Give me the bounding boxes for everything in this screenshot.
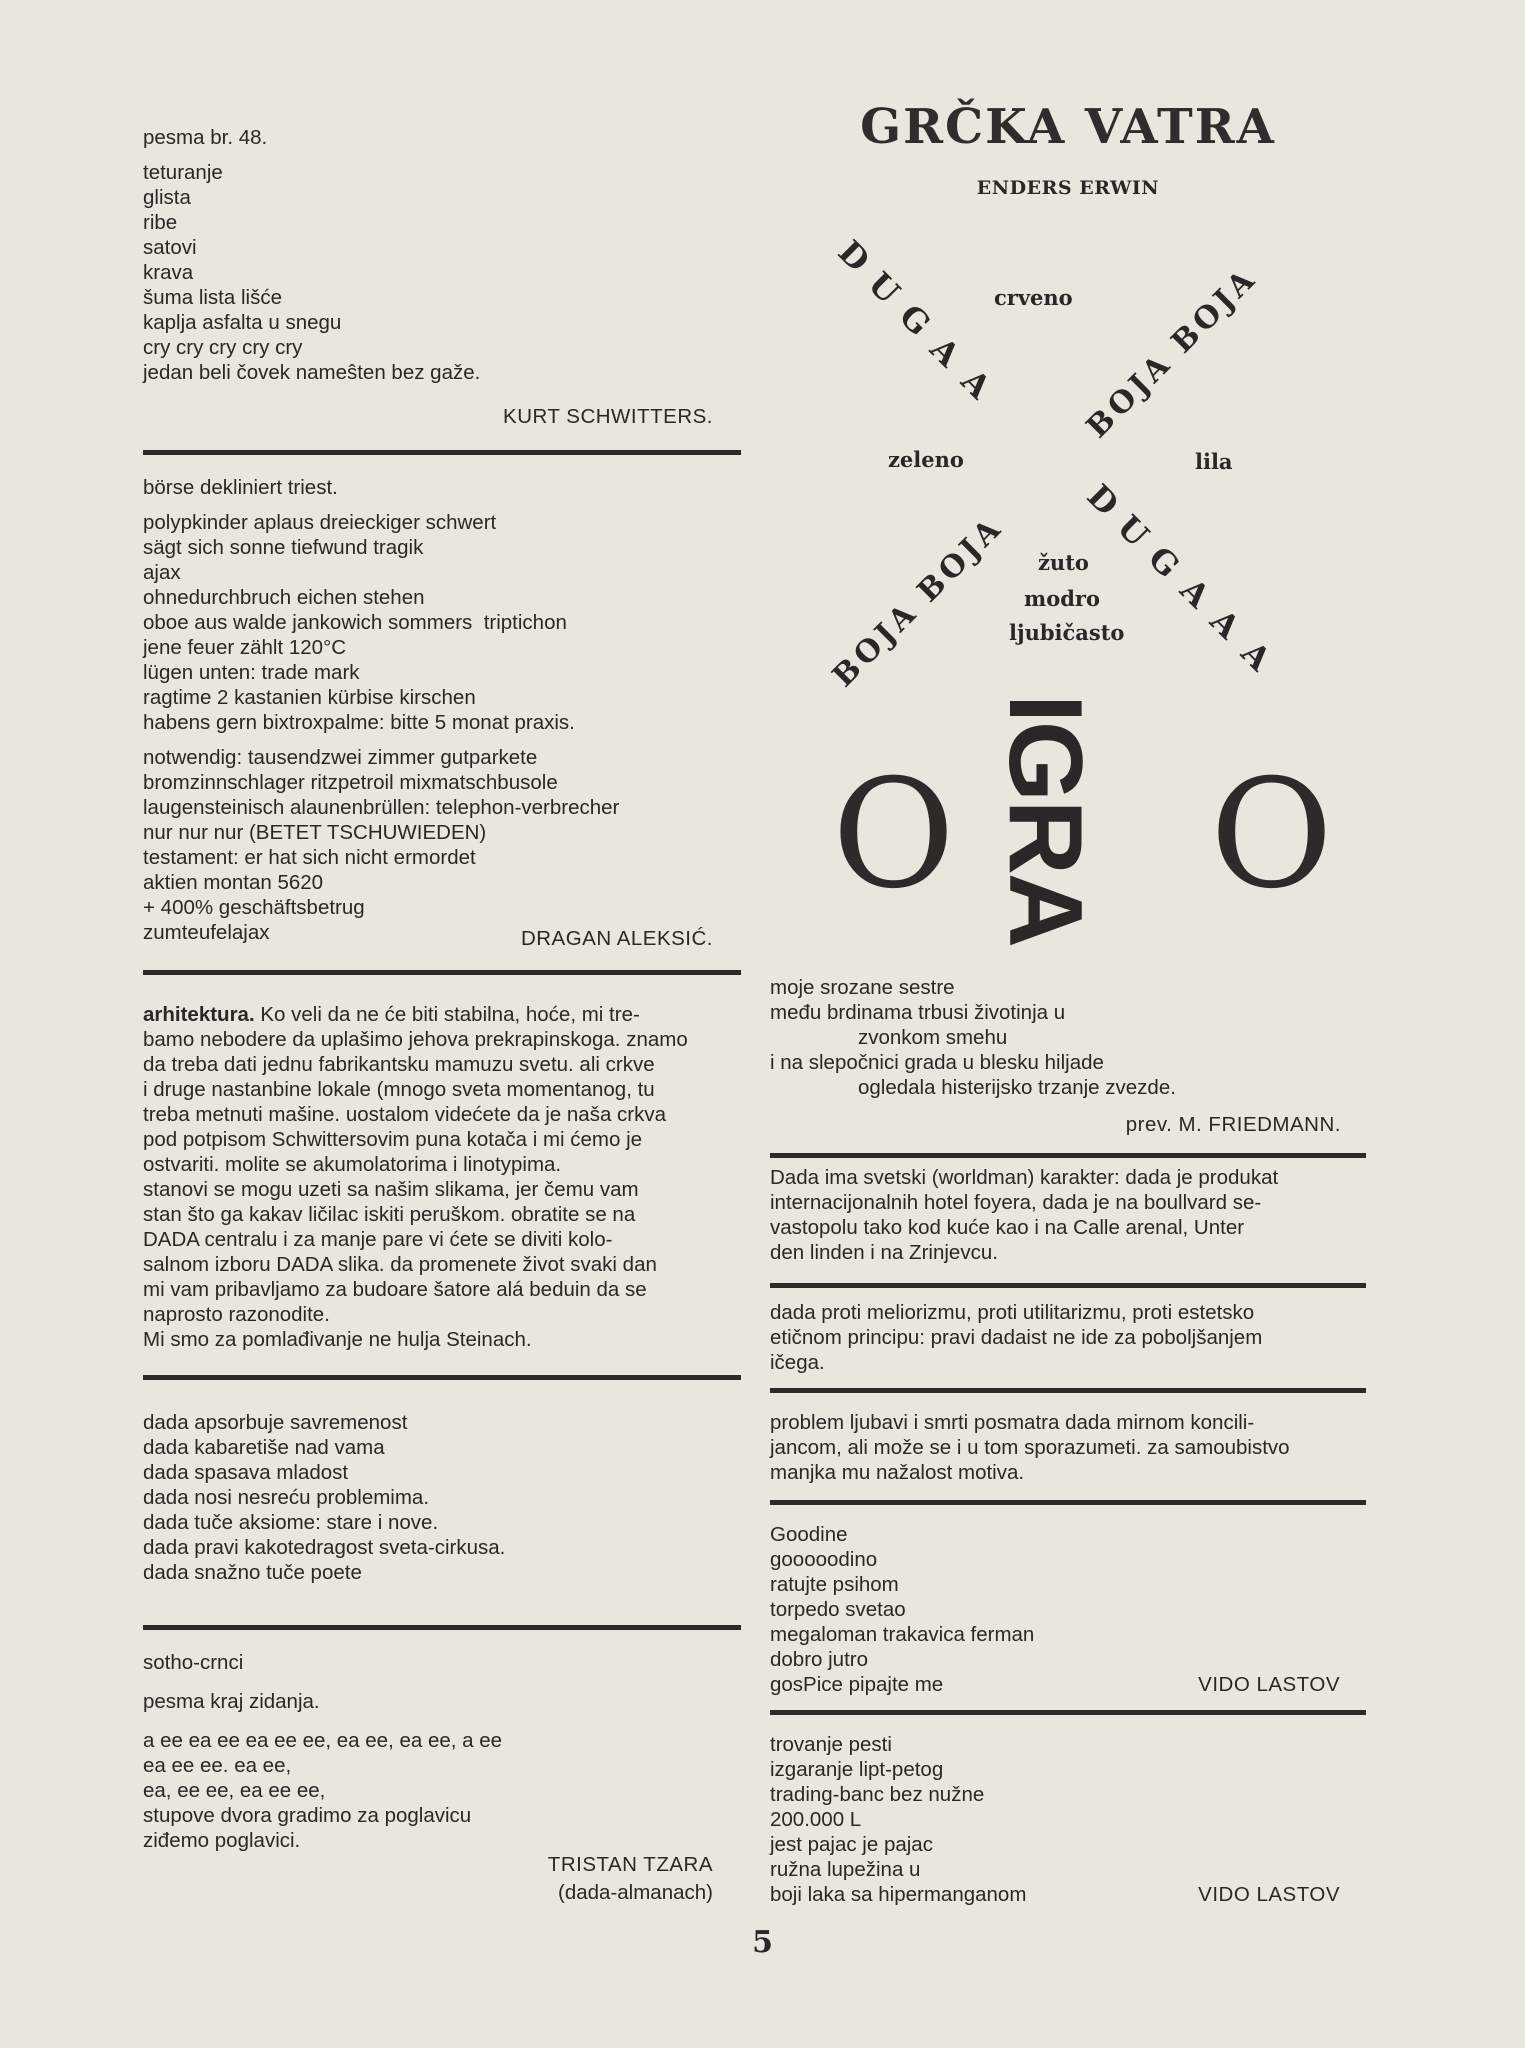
list-item: dada apsorbuje savremenost: [143, 1411, 408, 1434]
poem-48-heading: pesma br. 48.: [143, 126, 268, 149]
boja-text: BOJA BOJA: [1079, 260, 1265, 446]
poem-line: oboe aus walde jankowich sommers triptichon: [143, 611, 567, 634]
poem-line: jest pajac je pajac: [770, 1833, 933, 1856]
arhitektura-lead: arhitektura.: [143, 1003, 255, 1026]
poem-line: habens gern bixtroxpalme: bitte 5 monat praxis.: [143, 711, 575, 734]
poem-line: ratujte psihom: [770, 1573, 899, 1596]
figure-letter: U: [1109, 507, 1157, 555]
poem-line: ea ee ee. ea ee,: [143, 1754, 292, 1777]
figure-letter: D: [830, 232, 878, 280]
poem-line: kaplja asfalta u snegu: [143, 311, 342, 334]
poem-line: ziđemo poglavici.: [143, 1829, 301, 1852]
author-vido-lastov: VIDO LASTOV: [1198, 1883, 1340, 1906]
text-line: treba metnuti mašine. uostalom videćete da je naša crkva: [143, 1103, 667, 1126]
text-line: stan što ga kakav ličilac iskiti peruškom. obratite se na: [143, 1203, 636, 1226]
borse-poem: [143, 475, 741, 945]
sotho-subheading: pesma kraj zidanja.: [143, 1690, 320, 1713]
list-item: dada pravi kakotedragost sveta-cirkusa.: [143, 1536, 506, 1559]
text-line: bamo nebodere da uplašimo jehova prekrapinskoga. znamo: [143, 1028, 688, 1051]
source-dada-almanach: (dada-almanach): [558, 1881, 713, 1904]
list-item: dada snažno tuče poete: [143, 1561, 362, 1584]
text-line: stanovi se mogu uzeti sa našim slikama, jer čemu vam: [143, 1178, 639, 1201]
figure-letter: A: [1202, 601, 1248, 647]
poem-line: a ee ea ee ea ee ee, ea ee, ea ee, a ee: [143, 1729, 503, 1752]
dada-list: [143, 1410, 741, 1585]
poem-line: nur nur nur (BETET TSCHUWIEDEN): [143, 821, 487, 844]
figure-letter: G: [891, 296, 939, 344]
poem-line: laugensteinisch alaunenbrüllen: telephon-verbrecher: [143, 796, 620, 819]
goodine-poem: [770, 1522, 1366, 1697]
igra-word: IGRA: [987, 694, 1103, 946]
list-item: dada kabaretiše nad vama: [143, 1436, 385, 1459]
poem-line: krava: [143, 261, 194, 284]
trovanje-poem: [770, 1732, 1366, 1907]
text-line: DADA centralu i za manje pare vi ćete se diviti kolo-: [143, 1228, 613, 1251]
poem-line: šuma lista lišće: [143, 286, 282, 309]
divider: [143, 1375, 741, 1380]
big-o-left: O: [832, 748, 955, 922]
title-author: ENDERS ERWIN: [976, 177, 1160, 199]
poem-line: 200.000 L: [770, 1808, 862, 1831]
sotho-poem: [143, 1650, 741, 1853]
poem-line: notwendig: tausendzwei zimmer gutparkete: [143, 746, 538, 769]
text-line: problem ljubavi i smrti posmatra dada mirnom koncili-: [770, 1411, 1255, 1434]
poem-line: i na slepočnici grada u blesku hiljade: [770, 1051, 1104, 1074]
figure-letter: A: [922, 329, 968, 375]
poem-line: + 400% geschäftsbetrug: [143, 896, 365, 919]
divider: [770, 1710, 1366, 1715]
text-line: vastopolu tako kod kuće kao i na Calle arenal, Unter: [770, 1216, 1245, 1239]
poem-line: boji laka sa hipermanganom: [770, 1883, 1027, 1906]
poem-line: trovanje pesti: [770, 1733, 892, 1756]
poem-line: gooooodino: [770, 1548, 878, 1571]
text-line: jancom, ali može se i u tom sporazumeti. za samoubistvo: [770, 1436, 1290, 1459]
poem-line: jene feuer zählt 120°C: [143, 636, 347, 659]
text-line-rest: Ko veli da ne će biti stabilna, hoće, mi tre-: [260, 1003, 640, 1026]
word-ljubicasto: ljubičasto: [1009, 620, 1125, 645]
poem-line: dobro jutro: [770, 1648, 869, 1671]
text-line: [143, 1002, 741, 1027]
list-item: dada spasava mladost: [143, 1461, 349, 1484]
figure-letter: U: [860, 264, 908, 312]
text-line: dada proti meliorizmu, proti utilitarizmu, proti estetsko: [770, 1301, 1255, 1324]
poem-line: zumteufelajax: [143, 921, 270, 944]
poem-line: ea, ee ee, ea ee ee,: [143, 1779, 326, 1802]
figure-letter: A: [953, 361, 999, 407]
sotho-heading: sotho-crnci: [143, 1651, 244, 1674]
word-modro: modro: [1024, 586, 1100, 611]
divider: [770, 1153, 1366, 1158]
figure-letter: A: [1172, 570, 1218, 616]
text-line: den linden i na Zrinjevcu.: [770, 1241, 998, 1264]
figure-letter: A: [1233, 633, 1279, 679]
poem-line: cry cry cry cry cry: [143, 336, 303, 359]
poem-line: megaloman trakavica ferman: [770, 1623, 1035, 1646]
poem-line: jedan beli čovek nameŝten bez gaže.: [143, 361, 481, 384]
word-crveno: crveno: [994, 285, 1073, 310]
poem-line: među brdinama trbusi životinja u: [770, 1001, 1066, 1024]
text-line: Mi smo za pomlađivanje ne hulja Steinach.: [143, 1328, 532, 1351]
poem-line: teturanje: [143, 161, 223, 184]
text-line: internacijonalnih hotel foyera, dada je na boullvard se-: [770, 1191, 1262, 1214]
list-item: dada tuče aksiome: stare i nove.: [143, 1511, 439, 1534]
poem-line: ajax: [143, 561, 181, 584]
text-line: manjka mu nažalost motiva.: [770, 1461, 1025, 1484]
text-line: da treba dati jednu fabrikantsku mamuzu svetu. ali crkve: [143, 1053, 655, 1076]
typographic-figure: [770, 0, 1366, 700]
dada-svetski: [770, 1165, 1366, 1265]
translator-friedmann: prev. M. FRIEDMANN.: [1125, 1113, 1341, 1136]
list-item: dada nosi nesreću problemima.: [143, 1486, 430, 1509]
poem-line: ohnedurchbruch eichen stehen: [143, 586, 425, 609]
divider: [770, 1388, 1366, 1393]
big-o-right: O: [1210, 748, 1333, 922]
poem-line: stupove dvora gradimo za poglavicu: [143, 1804, 472, 1827]
poem-48: [143, 125, 741, 385]
sestre-poem: [770, 975, 1366, 1100]
poem-line: sägt sich sonne tiefwund tragik: [143, 536, 424, 559]
poem-line: Goodine: [770, 1523, 848, 1546]
poem-line: ogledala histerijsko trzanje zvezde.: [858, 1076, 1176, 1099]
text-line: Dada ima svetski (worldman) karakter: dada je produkat: [770, 1166, 1279, 1189]
text-line: salnom izboru DADA slika. da promenete život svaki dan: [143, 1253, 657, 1276]
boja-text: BOJA BOJA: [825, 509, 1011, 695]
borse-heading: börse dekliniert triest.: [143, 476, 338, 499]
poem-line: ragtime 2 kastanien kürbise kirschen: [143, 686, 476, 709]
poem-line: testament: er hat sich nicht ermordet: [143, 846, 476, 869]
poem-line: glista: [143, 186, 191, 209]
poem-line: satovi: [143, 236, 197, 259]
text-line: naprosto razonodite.: [143, 1303, 330, 1326]
poem-line: ružna lupežina u: [770, 1858, 921, 1881]
divider: [143, 450, 741, 455]
text-line: ičega.: [770, 1351, 825, 1374]
dada-proti: [770, 1300, 1366, 1375]
figure-letter: G: [1140, 538, 1188, 586]
poem-line: bromzinnschlager ritzpetroil mixmatschbusole: [143, 771, 558, 794]
divider: [143, 1625, 741, 1630]
author-vido-lastov: VIDO LASTOV: [1198, 1673, 1340, 1696]
poem-line: ribe: [143, 211, 178, 234]
text-line: mi vam pribavljamo za budoare šatore alá beduin da se: [143, 1278, 647, 1301]
arhitektura-text: [143, 1002, 741, 1352]
page-number: 5: [752, 1925, 773, 1960]
divider: [770, 1500, 1366, 1505]
poem-line: torpedo svetao: [770, 1598, 906, 1621]
poem-line: izgaranje lipt-petog: [770, 1758, 944, 1781]
poem-line: zvonkom smehu: [858, 1026, 1008, 1049]
text-line: i druge nastanbine lokale (mnogo sveta momentanog, tu: [143, 1078, 655, 1101]
author-kurt-schwitters: KURT SCHWITTERS.: [503, 405, 713, 428]
author-tristan-tzara: TRISTAN TZARA: [547, 1853, 713, 1876]
word-lila: lila: [1195, 449, 1233, 474]
page-title: GRČKA VATRA: [860, 99, 1276, 155]
right-column: [770, 0, 1366, 2048]
word-zeleno: zeleno: [888, 447, 964, 472]
text-line: pod potpisom Schwittersovim puna kotača i mi ćemo je: [143, 1128, 643, 1151]
poem-line: aktien montan 5620: [143, 871, 324, 894]
text-line: etičnom principu: pravi dadaist ne ide za poboljšanjem: [770, 1326, 1263, 1349]
poem-line: gosPice pipajte me: [770, 1673, 944, 1696]
divider: [143, 970, 741, 975]
author-dragan-aleksic: DRAGAN ALEKSIĆ.: [520, 927, 713, 950]
poem-line: moje srozane sestre: [770, 976, 955, 999]
word-zuto: žuto: [1038, 550, 1089, 575]
poem-line: trading-banc bez nužne: [770, 1783, 985, 1806]
figure-letter: D: [1079, 476, 1127, 524]
left-column: [143, 0, 741, 2048]
divider: [770, 1283, 1366, 1288]
poem-line: lügen unten: trade mark: [143, 661, 360, 684]
text-line: ostvariti. molite se akumolatorima i linotypima.: [143, 1153, 562, 1176]
poem-line: polypkinder aplaus dreieckiger schwert: [143, 511, 497, 534]
problem-ljubavi: [770, 1410, 1366, 1485]
